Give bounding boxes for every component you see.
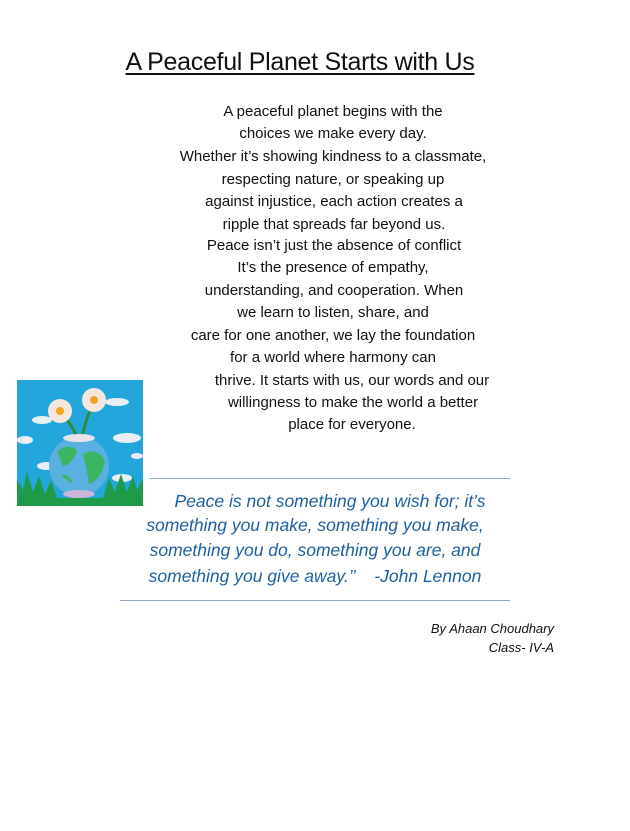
class-byline: Class- IV-A	[488, 640, 554, 655]
daisy-icon	[48, 399, 72, 423]
body-line: against injustice, each action creates a	[205, 193, 463, 210]
body-line: care for one another, we lay the foundation	[190, 327, 476, 344]
author-byline: By Ahaan Choudhary	[430, 621, 554, 636]
body-line: A peaceful planet begins with the	[223, 103, 443, 120]
body-line: Whether it’s showing kindness to a classmate,	[179, 148, 487, 165]
body-line: place for everyone.	[288, 416, 416, 433]
quote-line: something you give away.’’ -John Lennon	[148, 566, 482, 586]
quote-line: something you do, something you are, and	[149, 540, 481, 560]
body-line: we learn to listen, share, and	[237, 304, 429, 321]
divider	[150, 478, 510, 479]
body-line: willingness to make the world a better	[227, 394, 479, 411]
daisy-icon	[82, 388, 106, 412]
quote-line: Peace is not something you wish for; it’s	[174, 491, 486, 511]
divider	[120, 600, 510, 601]
quote-line: something you make, something you make,	[146, 515, 484, 535]
body-line: for a world where harmony can	[230, 349, 436, 366]
earth-flowers-illustration	[17, 380, 143, 506]
body-line: choices we make every day.	[239, 125, 427, 142]
page-title: A Peaceful Planet Starts with Us	[125, 48, 475, 76]
body-line: thrive. It starts with us, our words and our	[214, 372, 490, 389]
body-line: respecting nature, or speaking up	[221, 171, 445, 188]
body-line: understanding, and cooperation. When	[204, 282, 464, 299]
body-line: It’s the presence of empathy,	[237, 259, 429, 276]
body-line: Peace isn’t just the absence of conflict	[206, 237, 462, 254]
body-line: ripple that spreads far beyond us.	[222, 216, 446, 233]
